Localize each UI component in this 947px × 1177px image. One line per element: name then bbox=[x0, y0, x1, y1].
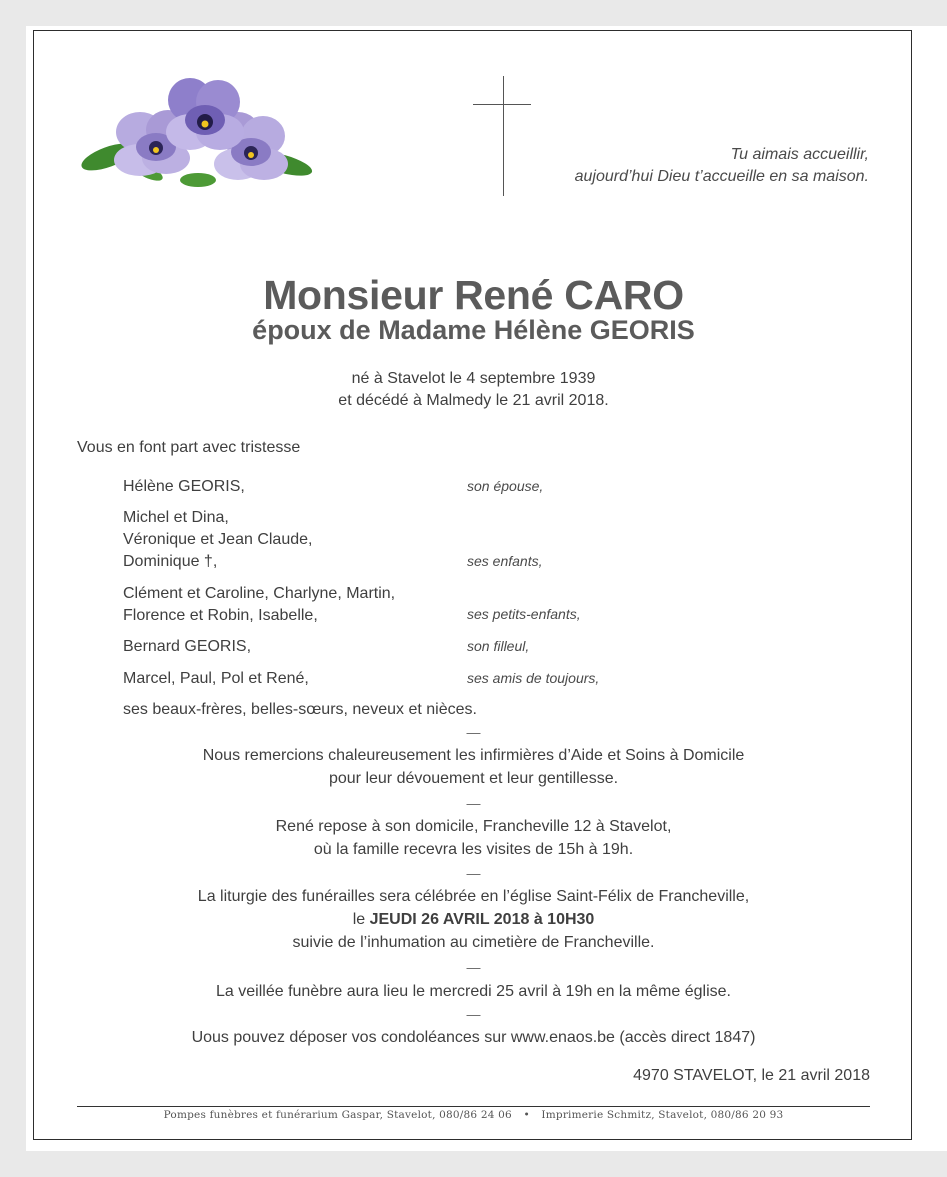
family-name: Marcel, Paul, Pol et René, bbox=[123, 670, 309, 687]
separator: — bbox=[466, 959, 481, 975]
family-names-children bbox=[123, 507, 312, 573]
footer-rule bbox=[77, 1106, 870, 1107]
funeral-home-info: Pompes funèbres et funérarium Gaspar, Stavelot, 080/86 24 06 bbox=[163, 1109, 512, 1121]
family-relation: son filleul, bbox=[467, 638, 530, 654]
separator: — bbox=[466, 795, 481, 811]
family-names-godson bbox=[123, 636, 251, 658]
family-names-spouse bbox=[123, 476, 245, 498]
family-relation: ses enfants, bbox=[467, 553, 543, 569]
family-names-friends bbox=[123, 668, 309, 690]
extended-family: ses beaux-frères, belles-sœurs, neveux et nièces. bbox=[123, 701, 477, 718]
place-date: 4970 STAVELOT, le 21 avril 2018 bbox=[633, 1067, 870, 1084]
liturgy-date: JEUDI 26 AVRIL 2018 à 10H30 bbox=[369, 911, 595, 928]
epigraph-line-1: Tu aimais accueillir, bbox=[730, 146, 869, 163]
separator: — bbox=[466, 1006, 481, 1022]
family-name: Bernard GEORIS, bbox=[123, 638, 252, 655]
condolences-text: Uous pouvez déposer vos condoléances sur www.enaos.be (accès direct 1847) bbox=[191, 1029, 756, 1046]
liturgy-line-1: La liturgie des funérailles sera célébrée en l’église Saint-Félix de Francheville, bbox=[197, 888, 750, 905]
footer-bullet: • bbox=[523, 1109, 530, 1121]
epigraph-line-2: aujourd’hui Dieu t’accueille en sa maison. bbox=[574, 168, 869, 185]
separator: — bbox=[466, 865, 481, 881]
family-name: Véronique et Jean Claude, bbox=[123, 531, 313, 548]
family-relation: ses amis de toujours, bbox=[467, 670, 600, 686]
footer bbox=[0, 1109, 947, 1121]
thanks-line-1: Nous remercions chaleureusement les infirmières d’Aide et Soins à Domicile bbox=[202, 747, 745, 764]
family-name: Clément et Caroline, Charlyne, Martin, bbox=[123, 585, 396, 602]
death-line: et décédé à Malmedy le 21 avril 2018. bbox=[338, 392, 609, 409]
epigraph bbox=[449, 144, 869, 188]
family-name: Florence et Robin, Isabelle, bbox=[123, 607, 318, 624]
family-name: Dominique †, bbox=[123, 553, 218, 570]
thanks-line-2: pour leur dévouement et leur gentillesse. bbox=[328, 770, 619, 787]
repose-line-1: René repose à son domicile, Francheville 12 à Stavelot, bbox=[275, 818, 672, 835]
family-name: Hélène GEORIS, bbox=[123, 478, 245, 495]
repose-line-2: où la famille recevra les visites de 15h à 19h. bbox=[313, 841, 634, 858]
liturgy-line-3: suivie de l’inhumation au cimetière de Francheville. bbox=[292, 934, 655, 951]
separator: — bbox=[466, 724, 481, 740]
family-name: Michel et Dina, bbox=[123, 509, 229, 526]
liturgy-date-prefix: le bbox=[352, 911, 370, 928]
family-names-grandchildren bbox=[123, 583, 395, 627]
family-relation: ses petits-enfants, bbox=[467, 606, 581, 622]
deceased-name: Monsieur René CARO bbox=[263, 272, 684, 318]
intro-text: Vous en font part avec tristesse bbox=[77, 439, 301, 456]
family-relation: son épouse, bbox=[467, 478, 544, 494]
cross-bar bbox=[473, 104, 531, 105]
spouse-line: époux de Madame Hélène GEORIS bbox=[252, 315, 695, 345]
printer-info: Imprimerie Schmitz, Stavelot, 080/86 20 93 bbox=[541, 1109, 784, 1121]
vigil-text: La veillée funèbre aura lieu le mercredi 25 avril à 19h en la même église. bbox=[216, 983, 731, 1000]
liturgy-date-line bbox=[0, 911, 947, 929]
birth-line: né à Stavelot le 4 septembre 1939 bbox=[351, 370, 596, 387]
pansy-flowers-icon bbox=[78, 72, 318, 197]
